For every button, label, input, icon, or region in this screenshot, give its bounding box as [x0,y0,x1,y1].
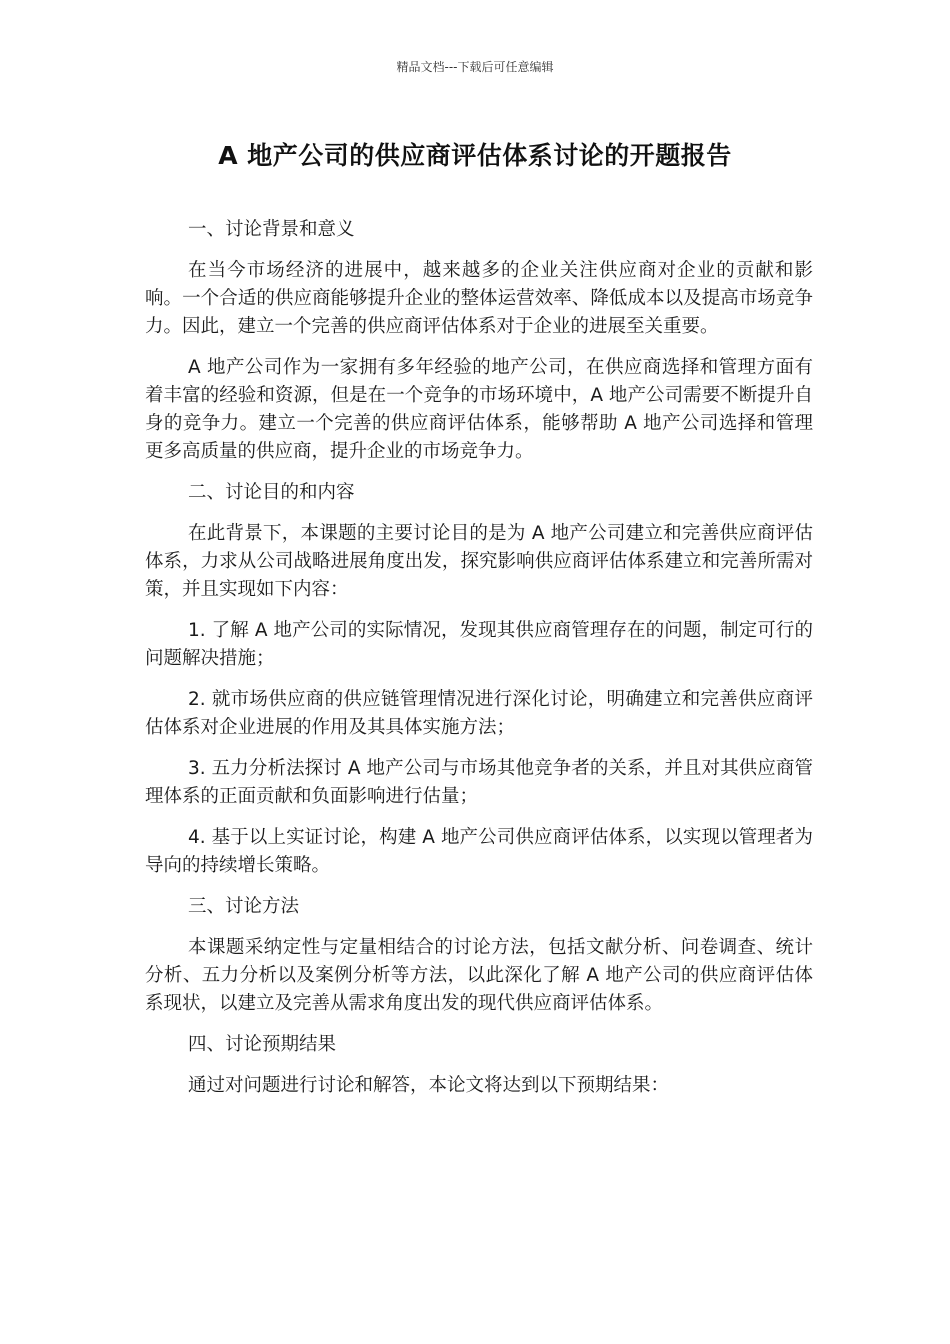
list-item: 3. 五力分析法探讨 A 地产公司与市场其他竞争者的关系，并且对其供应商管理体系的正面贡献和负面影响进行估量； [145,758,813,807]
document-body [145,216,813,1113]
list-item: 4. 基于以上实证讨论，构建 A 地产公司供应商评估体系，以实现以管理者为导向的持续增长策略。 [145,827,813,876]
paragraph: 通过对问题进行讨论和解答，本论文将达到以下预期结果： [188,1075,670,1096]
header-note: 精品文档---下载后可任意编辑 [396,60,554,74]
list-item: 2. 就市场供应商的供应链管理情况进行深化讨论，明确建立和完善供应商评估体系对企业进展的作用及其具体实施方法； [145,689,813,738]
paragraph: A 地产公司作为一家拥有多年经验的地产公司，在供应商选择和管理方面有着丰富的经验和资源，但是在一个竞争的市场环境中，A 地产公司需要不断提升自身的竞争力。建立一个完善的供应商评估体系，能够帮助 A 地产公司选择和管理更多高质量的供应商，提升企业的市场竞争力。 [145,357,813,462]
paragraph: 在此背景下，本课题的主要讨论目的是为 A 地产公司建立和完善供应商评估体系，力求从公司战略进展角度出发，探究影响供应商评估体系建立和完善所需对策，并且实现如下内容： [145,523,813,600]
section-heading: 三、讨论方法 [188,896,300,917]
section-heading: 一、讨论背景和意义 [188,219,355,240]
paragraph: 本课题采纳定性与定量相结合的讨论方法，包括文献分析、问卷调查、统计分析、五力分析以及案例分析等方法，以此深化了解 A 地产公司的供应商评估体系现状，以建立及完善从需求角度出发的现代供应商评估体系。 [145,937,813,1014]
list-item: 1. 了解 A 地产公司的实际情况，发现其供应商管理存在的问题，制定可行的问题解决措施； [145,620,813,669]
section-heading: 四、讨论预期结果 [188,1034,337,1055]
section-heading: 二、讨论目的和内容 [188,482,355,503]
paragraph: 在当今市场经济的进展中，越来越多的企业关注供应商对企业的贡献和影响。一个合适的供应商能够提升企业的整体运营效率、降低成本以及提高市场竞争力。因此，建立一个完善的供应商评估体系对于企业的进展至关重要。 [145,260,813,337]
document-title: A 地产公司的供应商评估体系讨论的开题报告 [218,141,732,170]
